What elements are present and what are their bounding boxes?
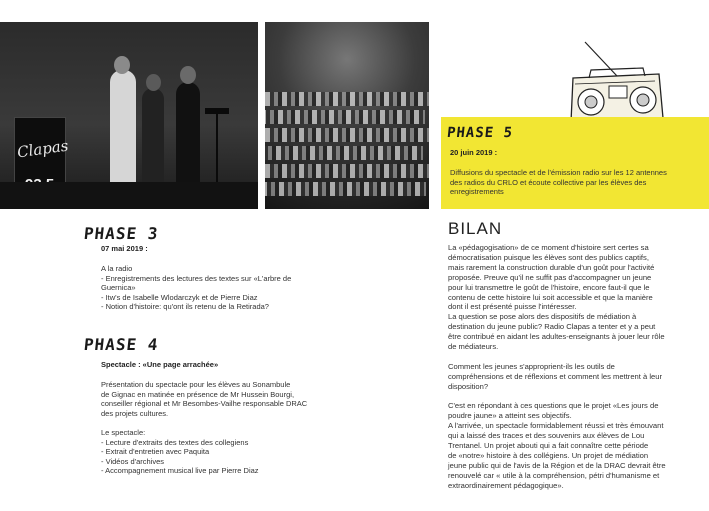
- audience-photo: [265, 22, 429, 209]
- student-head: [146, 74, 161, 91]
- banner-logo: Clapas: [15, 136, 70, 162]
- text-line: de «notre» histoire à des collégiens. Un projet de médiation: [448, 451, 649, 460]
- phase4-title: PHASE 4: [83, 335, 160, 354]
- stage-photo: [0, 22, 258, 209]
- phase5-date: 20 juin 2019 :: [450, 148, 498, 157]
- text-line: destination du jeune public? Radio Clapas a tenter et y a peut: [448, 322, 656, 332]
- text-line: Présentation du spectacle pour les élèves au Sonambule: [101, 380, 291, 389]
- text-line: des radios du CRLO et écoute collective par les élèves des: [450, 177, 647, 187]
- text-line: - Itw's de Isabelle Wlodarczyk et de Pierre Diaz: [101, 292, 258, 302]
- text-line: extraordinairement pédagogique».: [448, 480, 564, 490]
- text-line: Comment les jeunes s'approprient-ils les outils de: [448, 361, 615, 371]
- text-line: - Vidéos d'archives: [101, 456, 164, 466]
- stage-floor: [0, 182, 258, 209]
- text-line: dont il est présenté puisse l'intéresser.: [448, 302, 577, 312]
- text-line: enregistrements: [450, 187, 504, 197]
- text-line: contenu de cette histoire lui soit accessible et que la manière: [448, 292, 653, 302]
- text-line: Trentanel. Un projet abouti qui a fait connaître cette période: [448, 441, 649, 451]
- student-figure: [110, 70, 136, 190]
- text-line: démocratisation puisque les élèves sont des publics captifs,: [448, 252, 649, 262]
- phase3-title: PHASE 3: [83, 224, 160, 243]
- text-line: jeune public qui de l'avis de la Région et de la DRAC devrait être: [448, 460, 666, 470]
- bilan-title: BILAN: [448, 219, 503, 238]
- text-line: conseiller régional et Mr Besombes-Vailhe responsable DRAC: [101, 399, 308, 409]
- phase3-text: [101, 264, 291, 312]
- student-figure: [142, 88, 164, 188]
- student-head: [114, 56, 130, 74]
- text-line: La «pédagogisation» de ce moment d'histoire sert certes sa: [448, 243, 649, 252]
- text-line: C'est en répondant à ces questions que le projet «Les jours de: [448, 401, 659, 411]
- text-line: disposition?: [448, 381, 489, 391]
- text-line: - Accompagnement musical live par Pierre Diaz: [101, 466, 259, 476]
- music-stand-pole: [216, 114, 218, 184]
- phase5-title: PHASE 5: [446, 125, 514, 141]
- text-line: renouvelé car « utile à la compréhension, pétri d'humanisme et: [448, 470, 660, 480]
- text-line: - Enregistrements des lectures des textes sur «L'arbre de: [101, 273, 292, 283]
- text-line: pour lui transmettre le goût de l'histoire, encore faut-il que le: [448, 282, 650, 292]
- bilan-text: [448, 243, 698, 491]
- student-figure: [176, 82, 200, 188]
- text-line: qui a laissé des traces et des souvenirs aux élèves de Lou: [448, 431, 645, 441]
- text-line: poudre jaune» a atteint ses objectifs.: [448, 411, 572, 421]
- text-line: de médiateurs.: [448, 342, 499, 352]
- phase4-subtitle: Spectacle : «Une page arrachée»: [101, 360, 219, 369]
- phase3-date: 07 mai 2019 :: [101, 244, 148, 253]
- text-line: Le spectacle:: [101, 427, 146, 437]
- text-line: - Notion d'histoire: qu'ont ils retenu de la Retirada?: [101, 302, 269, 312]
- text-line: - Lecture d'extraits des textes des collegiens: [101, 437, 249, 447]
- text-line: Diffusions du spectacle et de l'émission radio sur les 12 antennes: [450, 168, 667, 177]
- phase5-text: [450, 168, 667, 197]
- student-head: [180, 66, 196, 84]
- text-line: compréhensions et de réflexions et comment les mettrent à leur: [448, 371, 662, 381]
- text-line: des projets cultures.: [101, 408, 169, 418]
- text-line: de Gignac en matinée en présence de Mr Hussein Bourgi,: [101, 389, 295, 399]
- phase4-text: [101, 380, 307, 476]
- text-line: - Extrait d'entretien avec Paquita: [101, 447, 210, 457]
- text-line: A l'arrivée, un spectacle formidablement réussi et très émouvant: [448, 421, 664, 431]
- text-line: La question se pose alors des dispositifs de médiation à: [448, 312, 637, 322]
- text-line: être contribué en aidant les adultes-enseignants à jouer leur rôle: [448, 332, 665, 342]
- text-line: A la radio: [101, 264, 133, 273]
- phase5-panel: [441, 117, 709, 209]
- text-line: mais rarement la construction durable d'un goût pour l'activité: [448, 262, 655, 272]
- text-line: proposée. Preuve qu'il ne suffit pas d'accompagner un jeune: [448, 272, 652, 282]
- text-line: Guernica»: [101, 283, 136, 293]
